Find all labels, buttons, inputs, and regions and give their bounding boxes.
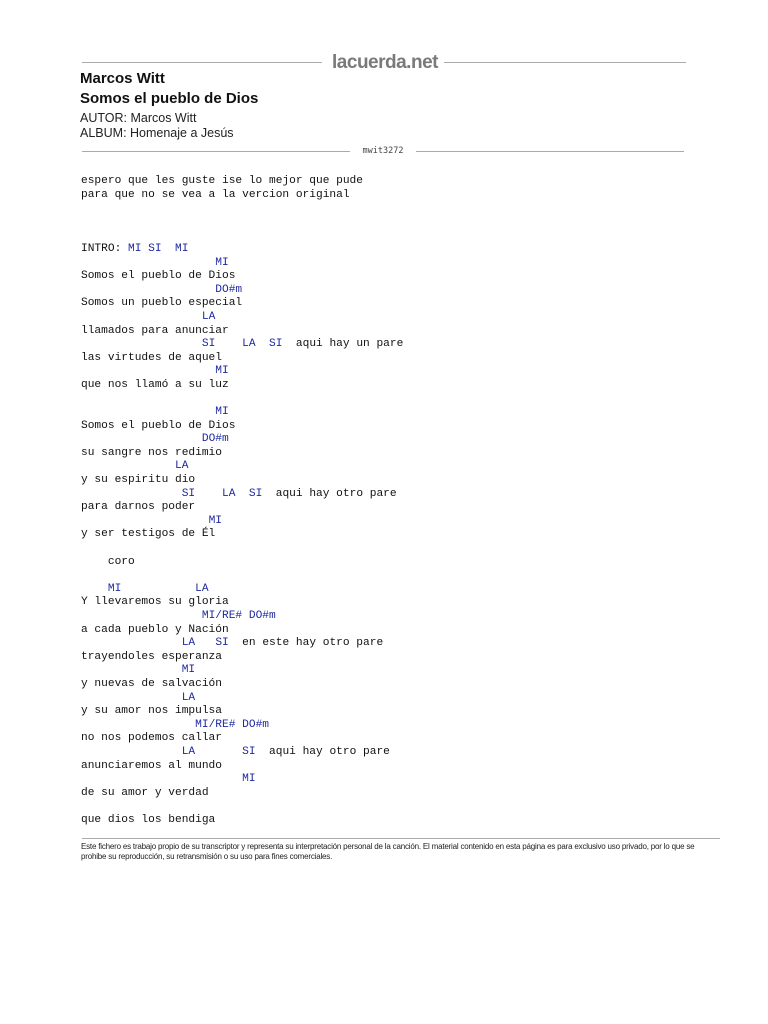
chord-label: DO#m bbox=[215, 283, 243, 296]
lyric-text: coro bbox=[81, 555, 135, 568]
album-line: ALBUM: Homenaje a Jesús bbox=[80, 126, 234, 140]
chord-line bbox=[81, 583, 403, 597]
lyric-line bbox=[81, 705, 403, 719]
lyric-text: aqui hay un pare bbox=[282, 338, 404, 351]
lyric-text bbox=[195, 637, 215, 649]
lyric-text: aqui hay otro pare bbox=[262, 487, 397, 500]
lyric-line bbox=[81, 732, 403, 746]
lyric-line bbox=[81, 651, 403, 665]
chord-line bbox=[81, 365, 403, 379]
lyric-text: las virtudes de aquel bbox=[81, 351, 222, 364]
lyric-line bbox=[81, 189, 403, 203]
chord-label: MI bbox=[215, 256, 229, 269]
lyric-line bbox=[81, 447, 403, 461]
chord-label: SI bbox=[269, 338, 283, 351]
lyric-text: que nos llamó a su luz bbox=[81, 378, 229, 391]
chord-line bbox=[81, 243, 403, 257]
lyrics-body bbox=[81, 175, 403, 828]
lyric-text bbox=[81, 433, 202, 445]
lyric-line bbox=[81, 175, 403, 189]
lyric-text: Somos el pueblo de Dios bbox=[81, 270, 236, 283]
chord-label: LA bbox=[222, 487, 236, 500]
lyric-line bbox=[81, 501, 403, 515]
lyric-line bbox=[81, 352, 403, 366]
blank-line bbox=[81, 229, 403, 243]
lyric-text bbox=[81, 637, 182, 649]
chord-line bbox=[81, 773, 403, 787]
chord-line bbox=[81, 460, 403, 474]
lyric-text bbox=[242, 610, 249, 622]
chord-label: SI bbox=[242, 745, 256, 758]
lyric-text: anunciaremos al mundo bbox=[81, 759, 222, 772]
meta-divider-left bbox=[82, 151, 350, 152]
chord-line bbox=[81, 257, 403, 271]
chord-line bbox=[81, 433, 403, 447]
lyric-line bbox=[81, 787, 403, 801]
lyric-line bbox=[81, 814, 403, 828]
lyric-text bbox=[81, 406, 215, 418]
chord-label: SI bbox=[201, 338, 216, 351]
chord-label: DO#m bbox=[201, 433, 229, 446]
lyric-text bbox=[81, 583, 108, 595]
chord-label: MI bbox=[181, 664, 196, 677]
lyric-text: Y llevaremos su gloria bbox=[81, 596, 229, 609]
header-divider-left bbox=[82, 62, 322, 63]
lyric-text: espero que les guste ise lo mejor que pude bbox=[81, 175, 363, 187]
chord-label: LA bbox=[181, 691, 196, 704]
chord-line bbox=[81, 311, 403, 325]
lyric-text bbox=[81, 692, 182, 704]
header-divider-right bbox=[444, 62, 686, 63]
lyric-text bbox=[195, 746, 242, 758]
chord-label: DO#m bbox=[242, 718, 270, 731]
lyric-text bbox=[81, 488, 182, 500]
lyric-text bbox=[81, 365, 215, 377]
lyric-text bbox=[81, 515, 209, 527]
lyric-line bbox=[81, 556, 403, 570]
footer-divider bbox=[82, 838, 720, 839]
lyric-text: su sangre nos redimio bbox=[81, 446, 222, 459]
blank-line bbox=[81, 393, 403, 407]
lyric-text: Somos el pueblo de Dios bbox=[81, 419, 236, 432]
lyric-text bbox=[81, 610, 202, 622]
author-line: AUTOR: Marcos Witt bbox=[80, 111, 197, 125]
lyric-text bbox=[81, 311, 202, 323]
lyric-text: llamados para anunciar bbox=[81, 324, 229, 337]
chord-line bbox=[81, 406, 403, 420]
chord-line bbox=[81, 719, 403, 733]
lyric-line bbox=[81, 678, 403, 692]
lyric-line bbox=[81, 624, 403, 638]
lyric-line bbox=[81, 474, 403, 488]
chord-label: MI/RE# bbox=[195, 718, 236, 731]
lyric-line bbox=[81, 760, 403, 774]
lyric-text bbox=[81, 284, 215, 296]
lyric-text bbox=[81, 257, 215, 269]
lyric-line bbox=[81, 528, 403, 542]
lyric-text bbox=[81, 773, 242, 785]
lyric-text bbox=[235, 488, 248, 500]
chord-label: LA bbox=[201, 310, 216, 323]
lyric-text bbox=[215, 338, 242, 350]
lyric-line bbox=[81, 420, 403, 434]
chord-line bbox=[81, 664, 403, 678]
lyric-text: INTRO: bbox=[81, 242, 128, 255]
chord-line bbox=[81, 637, 403, 651]
song-title: Somos el pueblo de Dios bbox=[80, 90, 259, 107]
chord-line bbox=[81, 338, 403, 352]
chord-label: MI bbox=[215, 365, 229, 378]
uploader-name: mwit3272 bbox=[362, 146, 404, 156]
blank-line bbox=[81, 800, 403, 814]
lyric-text: y su espiritu dio bbox=[81, 474, 196, 487]
lyric-text: en este hay otro pare bbox=[228, 637, 384, 650]
meta-divider-right bbox=[416, 151, 684, 152]
chord-label: MI bbox=[242, 773, 256, 786]
chord-line bbox=[81, 284, 403, 298]
blank-line bbox=[81, 569, 403, 583]
lyric-text bbox=[195, 488, 222, 500]
lyric-text: que dios los bendiga bbox=[81, 813, 216, 826]
lyric-text: aqui hay otro pare bbox=[255, 745, 390, 758]
lyric-text: trayendoles esperanza bbox=[81, 650, 222, 663]
lyric-text: y su amor nos impulsa bbox=[81, 705, 222, 718]
lyric-line bbox=[81, 270, 403, 284]
chord-line bbox=[81, 692, 403, 706]
lyric-text: de su amor y verdad bbox=[81, 786, 209, 799]
chord-label: SI bbox=[181, 487, 196, 500]
lyric-text bbox=[81, 746, 182, 758]
lyric-text: no nos podemos callar bbox=[81, 732, 222, 745]
lyric-text: Somos un pueblo especial bbox=[81, 297, 243, 310]
chord-label: MI bbox=[107, 582, 122, 595]
lyric-text: a cada pueblo y Nación bbox=[81, 623, 229, 636]
lyric-line bbox=[81, 596, 403, 610]
artist-name: Marcos Witt bbox=[80, 70, 165, 87]
lyric-text: y ser testigos de Él bbox=[81, 528, 216, 541]
chord-label: LA bbox=[181, 745, 196, 758]
lyric-line bbox=[81, 325, 403, 339]
lyric-line bbox=[81, 297, 403, 311]
chord-label: MI bbox=[208, 514, 222, 527]
lyric-text bbox=[81, 664, 182, 676]
chord-label: SI bbox=[215, 637, 229, 650]
chord-label: LA bbox=[195, 582, 209, 595]
chord-line bbox=[81, 610, 403, 624]
blank-line bbox=[81, 216, 403, 230]
chord-label: LA bbox=[181, 637, 196, 650]
lyric-text: para darnos poder bbox=[81, 501, 196, 514]
chord-label: SI bbox=[248, 487, 263, 500]
lyric-text: para que no se vea a la vercion original bbox=[81, 188, 350, 201]
site-logo[interactable]: lacuerda.net bbox=[332, 52, 438, 73]
chord-line bbox=[81, 488, 403, 502]
chord-label: MI bbox=[215, 406, 229, 419]
chord-line bbox=[81, 746, 403, 760]
lyric-text bbox=[256, 338, 269, 350]
chord-label: LA bbox=[242, 338, 256, 351]
blank-line bbox=[81, 202, 403, 216]
chord-label: MI SI MI bbox=[128, 242, 189, 255]
chord-label: LA bbox=[175, 460, 189, 473]
lyric-line bbox=[81, 379, 403, 393]
lyric-text: y nuevas de salvación bbox=[81, 677, 222, 690]
lyric-text bbox=[81, 338, 202, 350]
lyric-text bbox=[81, 460, 175, 472]
blank-line bbox=[81, 542, 403, 556]
lyric-text bbox=[81, 719, 195, 731]
chord-label: DO#m bbox=[248, 610, 276, 622]
lyric-text bbox=[121, 583, 195, 595]
chord-line bbox=[81, 515, 403, 529]
copyright-disclaimer: Este fichero es trabajo propio de su transcriptor y representa su interpretación personal de la canción. El material contenido en esta página es para exclusivo uso privado, por lo que se prohibe su reproducción, su retransmisión o su uso para fines comerciales. bbox=[81, 842, 695, 861]
chord-label: MI/RE# bbox=[201, 610, 243, 622]
